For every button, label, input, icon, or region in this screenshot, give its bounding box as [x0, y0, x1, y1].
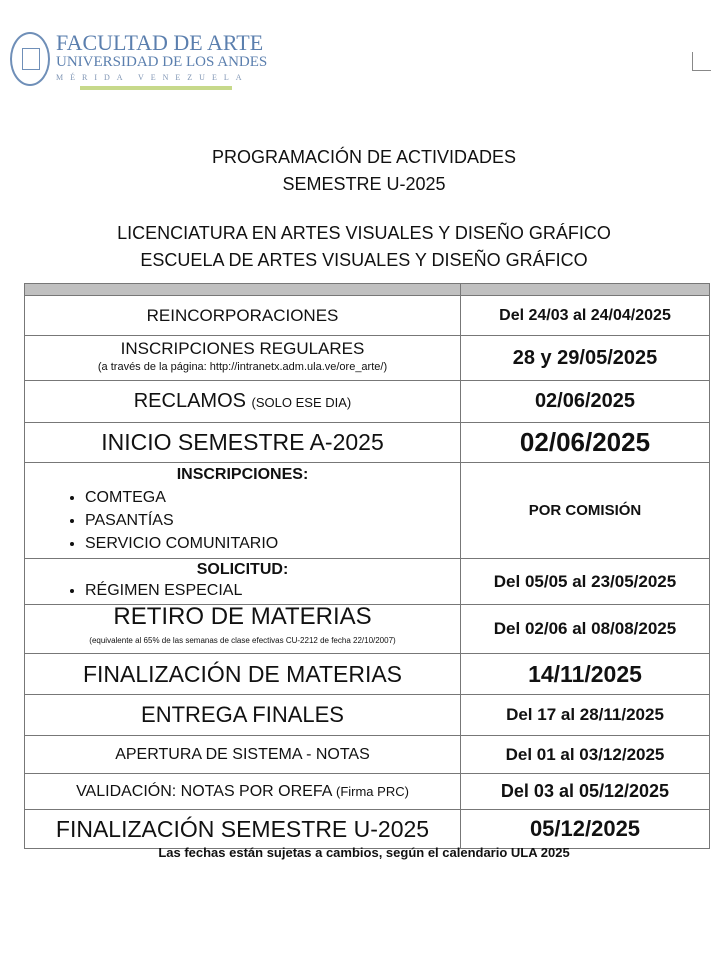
- logo-university: UNIVERSIDAD DE LOS ANDES: [56, 54, 268, 70]
- list-item: • PASANTÍAS: [85, 509, 456, 532]
- date: Del 02/06 al 08/08/2025: [461, 605, 710, 654]
- activity-label: INSCRIPCIONES REGULARES: [120, 339, 365, 358]
- activity: [25, 605, 461, 654]
- date: Del 05/05 al 23/05/2025: [461, 559, 710, 605]
- faculty-logo: [10, 30, 268, 92]
- table-row: [25, 423, 710, 463]
- activity-label: RETIRO DE MATERIAS: [113, 603, 372, 630]
- date: Del 17 al 28/11/2025: [461, 695, 710, 736]
- date: 28 y 29/05/2025: [461, 336, 710, 381]
- activity-label: VALIDACIÓN: NOTAS POR OREFA: [76, 782, 332, 800]
- activity-label: SOLICITUD:: [196, 561, 289, 578]
- activity-note: (Firma PRC): [335, 783, 409, 799]
- activity-label: INSCRIPCIONES:: [176, 466, 309, 483]
- logo-faculty: FACULTAD DE ARTE: [56, 30, 264, 55]
- table-row: [25, 774, 710, 810]
- date: 02/06/2025: [461, 423, 710, 463]
- list-item: • RÉGIMEN ESPECIAL: [85, 579, 456, 602]
- activity: FINALIZACIÓN DE MATERIAS: [25, 654, 461, 695]
- date: POR COMISIÓN: [461, 463, 710, 559]
- table-row: [25, 336, 710, 381]
- date: 02/06/2025: [461, 381, 710, 423]
- page-corner-mark: [692, 52, 711, 71]
- table-row: [25, 559, 710, 605]
- activity: [25, 559, 461, 605]
- activity-note: (a través de la página: http://intranetx.adm.ula.ve/ore_arte/): [97, 361, 388, 373]
- table-row: [25, 810, 710, 849]
- list-item: • SERVICIO COMUNITARIO: [85, 532, 456, 555]
- doc-subtitle: SEMESTRE U-2025: [282, 174, 446, 194]
- date: Del 24/03 al 24/04/2025: [461, 296, 710, 336]
- list-item: • COMTEGA: [85, 486, 456, 509]
- table-row: [25, 296, 710, 336]
- date: Del 01 al 03/12/2025: [461, 736, 710, 774]
- table-row: [25, 463, 710, 559]
- date: Del 03 al 05/12/2025: [461, 774, 710, 810]
- table-row: [25, 654, 710, 695]
- activity-note: (equivalente al 65% de las semanas de clase efectivas CU-2212 de fecha 22/10/2007): [89, 636, 396, 645]
- date: 14/11/2025: [461, 654, 710, 695]
- footer-note: Las fechas están sujetas a cambios, según el calendario ULA 2025: [158, 845, 570, 860]
- school-name: ESCUELA DE ARTES VISUALES Y DISEÑO GRÁFICO: [140, 250, 588, 270]
- doc-title: PROGRAMACIÓN DE ACTIVIDADES: [211, 147, 517, 167]
- activity: ENTREGA FINALES: [25, 695, 461, 736]
- activity: APERTURA DE SISTEMA - NOTAS: [25, 736, 461, 774]
- program-name: LICENCIATURA EN ARTES VISUALES Y DISEÑO GRÁFICO: [117, 223, 611, 243]
- university-seal-icon: [10, 32, 50, 86]
- date: 05/12/2025: [461, 810, 710, 849]
- activity: [25, 381, 461, 423]
- activity: INICIO SEMESTRE A-2025: [25, 423, 461, 463]
- activity-note: (SOLO ESE DIA): [251, 395, 352, 410]
- logo-location: MÉRIDA VENEZUELA: [56, 73, 249, 82]
- activity: REINCORPORACIONES: [25, 296, 461, 336]
- table-row: [25, 381, 710, 423]
- activity-label: RECLAMOS: [133, 390, 246, 412]
- table-row: [25, 736, 710, 774]
- activity: [25, 463, 461, 559]
- activity: [25, 336, 461, 381]
- schedule-table: [24, 283, 710, 849]
- table-row: [25, 695, 710, 736]
- activity-list: [29, 486, 456, 555]
- activity-list: [29, 579, 456, 602]
- activity: FINALIZACIÓN SEMESTRE U-2025: [25, 810, 461, 849]
- table-row: [25, 605, 710, 654]
- logo-underline: [80, 86, 232, 90]
- activity: [25, 774, 461, 810]
